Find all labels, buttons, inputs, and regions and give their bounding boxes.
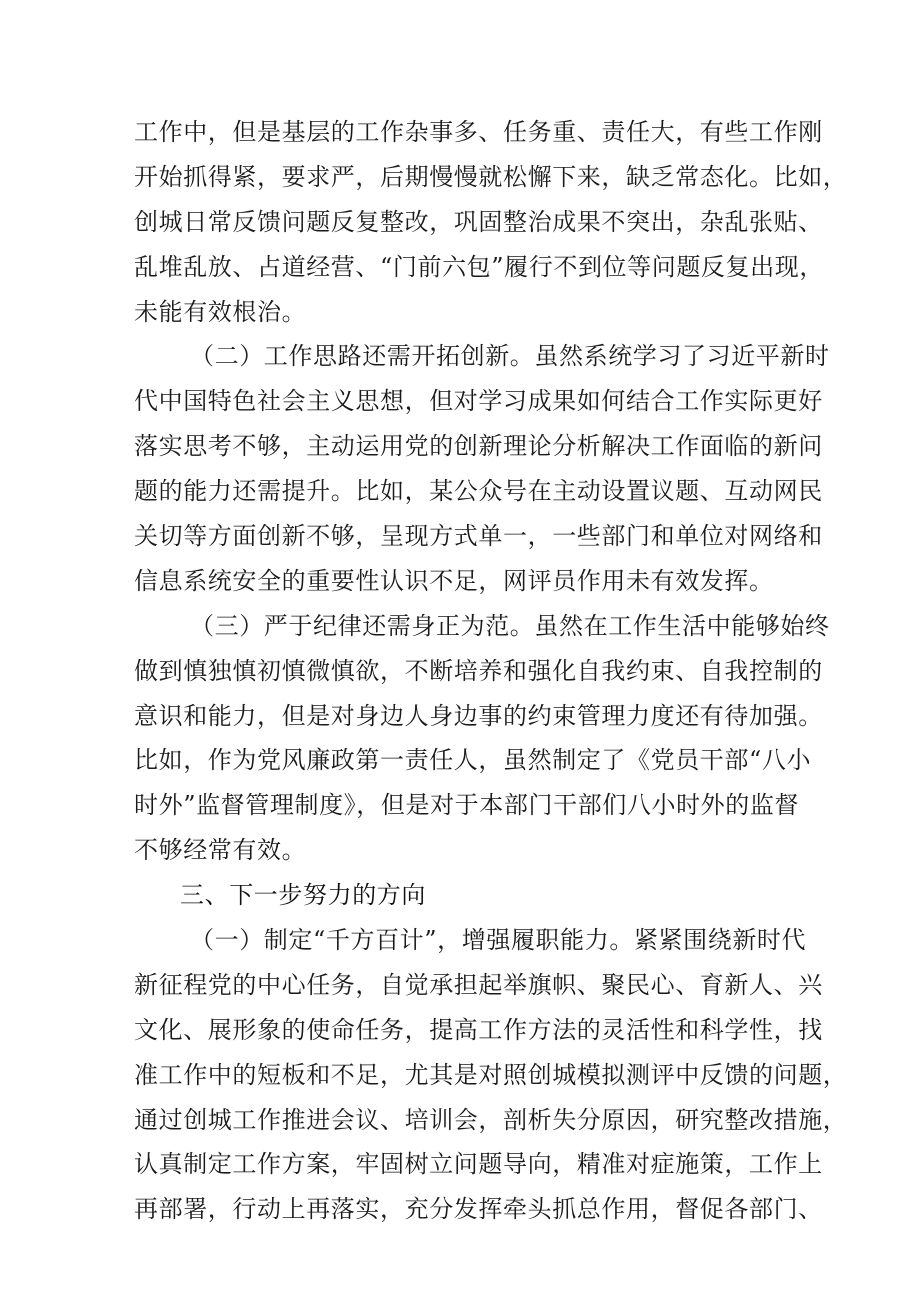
text-line: 意识和能力，但是对身边人身边事的约束管理力度还有待加强。: [134, 701, 823, 730]
text-line: 通过创城工作推进会议、培训会，剖析失分原因，研究整改措施，: [134, 1105, 848, 1134]
paragraph: [134, 918, 848, 1232]
text-line: 不够经常有效。: [134, 836, 307, 865]
text-line: 关切等方面创新不够，呈现方式单一，一些部门和单位对网络和: [134, 522, 823, 551]
text-line: 文化、展形象的使命任务，提高工作方法的灵活性和科学性，找: [134, 1015, 823, 1044]
text-line: 比如，作为党风廉政第一责任人，虽然制定了《党员干部“八小: [134, 746, 812, 775]
text-line: 工作中，但是基层的工作杂事多、任务重、责任大，有些工作刚: [134, 118, 823, 146]
paragraph: [134, 334, 830, 603]
text-line: 信息系统安全的重要性认识不足，网评员作用未有效发挥。: [134, 566, 774, 595]
text-line: 时外”监督管理制度》，但是对于本部门干部们八小时外的监督: [134, 791, 800, 820]
section-heading: [134, 873, 794, 918]
section-heading-text: 三、下一步努力的方向: [180, 881, 426, 910]
text-line: 未能有效根治。: [134, 297, 307, 326]
paragraph: [134, 110, 848, 334]
text-line: （二）工作思路还需开拓创新。虽然系统学习了习近平新时: [190, 342, 830, 371]
text-line: 准工作中的短板和不足，尤其是对照创城模拟测评中反馈的问题，: [134, 1060, 848, 1089]
document-body: [134, 110, 848, 1232]
text-line: 题的能力还需提升。比如，某公众号在主动设置议题、互动网民: [134, 477, 823, 506]
text-line: 再部署，行动上再落实，充分发挥牵头抓总作用，督促各部门、: [134, 1195, 823, 1224]
paragraph: [134, 604, 830, 873]
text-line: 新征程党的中心任务，自觉承担起举旗帜、聚民心、育新人、兴: [134, 970, 823, 999]
text-line: （一）制定“千方百计”，增强履职能力。紧紧围绕新时代: [190, 926, 807, 955]
text-line: 代中国特色社会主义思想，但对学习成果如何结合工作实际更好: [134, 387, 823, 416]
text-line: 开始抓得紧，要求严，后期慢慢就松懈下来，缺乏常态化。比如，: [134, 162, 848, 191]
text-line: （三）严于纪律还需身正为范。虽然在工作生活中能够始终: [190, 611, 830, 640]
text-line: 落实思考不够，主动运用党的创新理论分析解决工作面临的新问: [134, 432, 823, 461]
text-line: 做到慎独慎初慎微慎欲，不断培养和强化自我约束、自我控制的: [134, 656, 823, 685]
text-line: 创城日常反馈问题反复整改，巩固整治成果不突出，杂乱张贴、: [134, 207, 823, 236]
text-line: 乱堆乱放、占道经营、“门前六包”履行不到位等问题反复出现，: [134, 252, 824, 281]
text-line: 认真制定工作方案，牢固树立问题导向，精准对症施策，工作上: [134, 1150, 823, 1179]
